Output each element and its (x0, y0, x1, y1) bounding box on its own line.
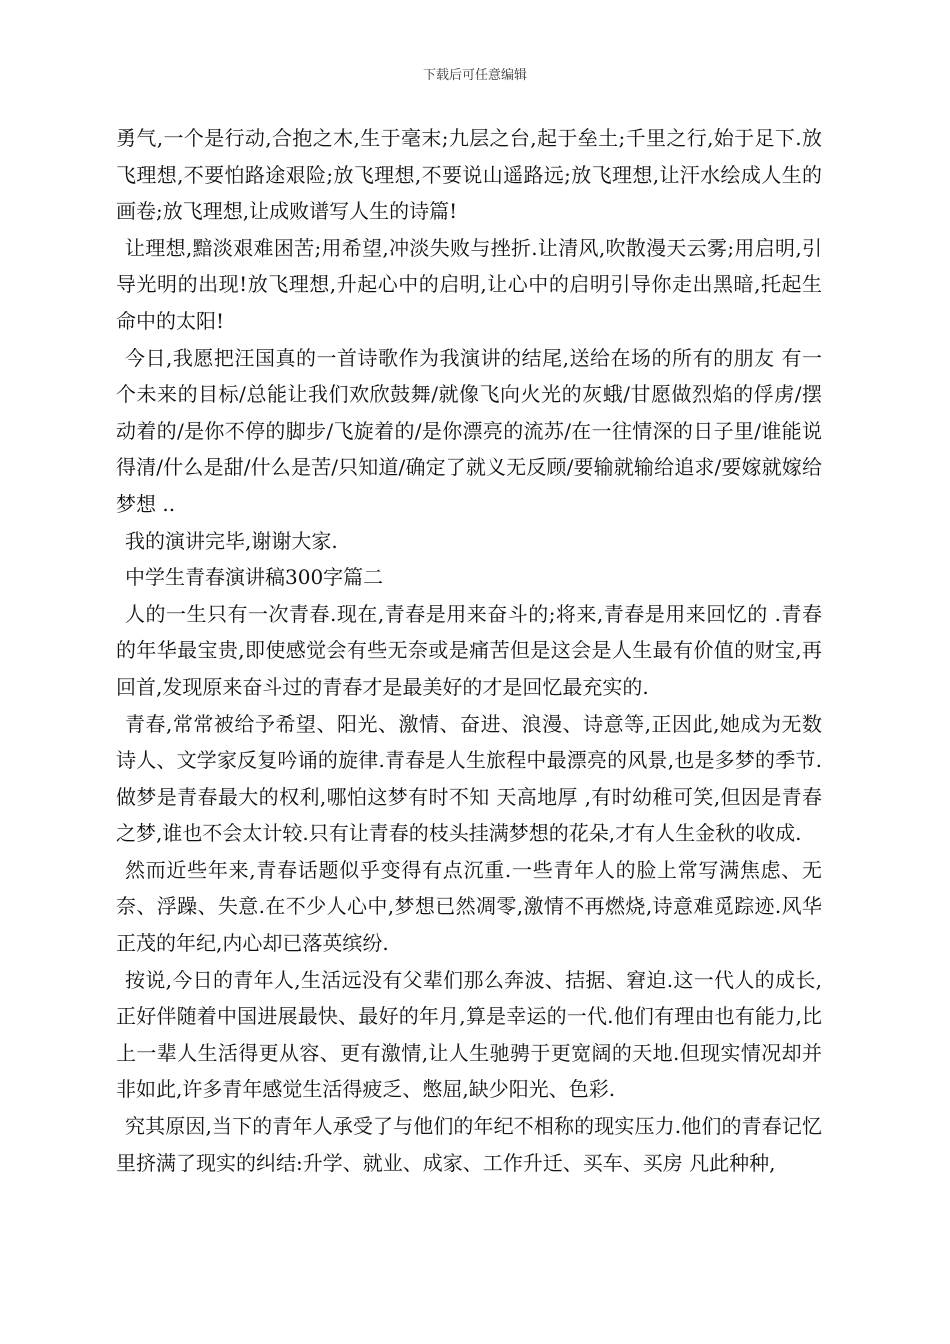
paragraph-7: 青春,常常被给予希望、阳光、激情、奋进、浪漫、诗意等,正因此,她成为无数诗人、文学家反复吟诵的旋律.青春是人生旅程中最漂亮的风景,也是多梦的季节.做梦是青春最大的权利,哪怕这梦有时不知 天高地厚 ,有时幼稚可笑,但因是青春之梦,谁也不会太计较.只有让青春的枝头挂满梦想的花朵,才有人生金秋的收成. (116, 711, 822, 846)
section-heading: 中学生青春演讲稿300字篇二 (125, 565, 384, 590)
paragraph-9: 按说,今日的青年人,生活远没有父辈们那么奔波、拮据、窘迫.这一代人的成长,正好伴随着中国进展最快、最好的年月,算是幸运的一代.他们有理由也有能力,比上一辈人生活得更从容、更有激情,让人生驰骋于更宽阔的天地.但现实情况却并非如此,许多青年感觉生活得疲乏、憋屈,缺少阳光、色彩. (116, 967, 822, 1102)
paragraph-10: 究其原因,当下的青年人承受了与他们的年纪不相称的现实压力.他们的青春记忆里挤满了现实的纠结:升学、就业、成家、工作升迁、买车、买房 凡此种种, (116, 1114, 822, 1175)
paragraph-2: 让理想,黯淡艰难困苦;用希望,冲淡失败与挫折.让清风,吹散漫天云雾;用启明,引导光明的出现!放飞理想,升起心中的启明,让心中的启明引导你走出黑暗,托起生命中的太阳! (116, 235, 822, 333)
document-body (116, 120, 822, 1181)
paragraph-3: 今日,我愿把汪国真的一首诗歌作为我演讲的结尾,送给在场的所有的朋友 有一个未来的目标/总能让我们欢欣鼓舞/就像飞向火光的灰蛾/甘愿做烈焰的俘虏/摆动着的/是你不停的脚步/飞旋着的/是你漂亮的流苏/在一往情深的日子里/谁能说得清/什么是甜/什么是苦/只知道/确定了就义无反顾/要输就输给追求/要嫁就嫁给梦想 .. (116, 345, 822, 516)
paragraph-8: 然而近些年来,青春话题似乎变得有点沉重.一些青年人的脸上常写满焦虑、无奈、浮躁、失意.在不少人心中,梦想已然凋零,激情不再燃烧,诗意难觅踪迹.风华正茂的年纪,内心却已落英缤纷. (116, 857, 822, 956)
paragraph-4: 我的演讲完毕,谢谢大家. (125, 528, 338, 553)
paragraph-1: 勇气,一个是行动,合抱之木,生于毫末;九层之台,起于垒土;千里之行,始于足下.放飞理想,不要怕路途艰险;放飞理想,不要说山遥路远;放飞理想,让汗水绘成人生的画卷;放飞理想,让成败谱写人生的诗篇! (116, 126, 822, 224)
paragraph-6: 人的一生只有一次青春.现在,青春是用来奋斗的;将来,青春是用来回忆的 .青春的年华最宝贵,即使感觉会有些无奈或是痛苦但是这会是人生最有价值的财宝,再回首,发现原来奋斗过的青春才是最美好的才是回忆最充实的. (116, 601, 822, 699)
page-header: 下载后可任意编辑 (422, 68, 527, 83)
